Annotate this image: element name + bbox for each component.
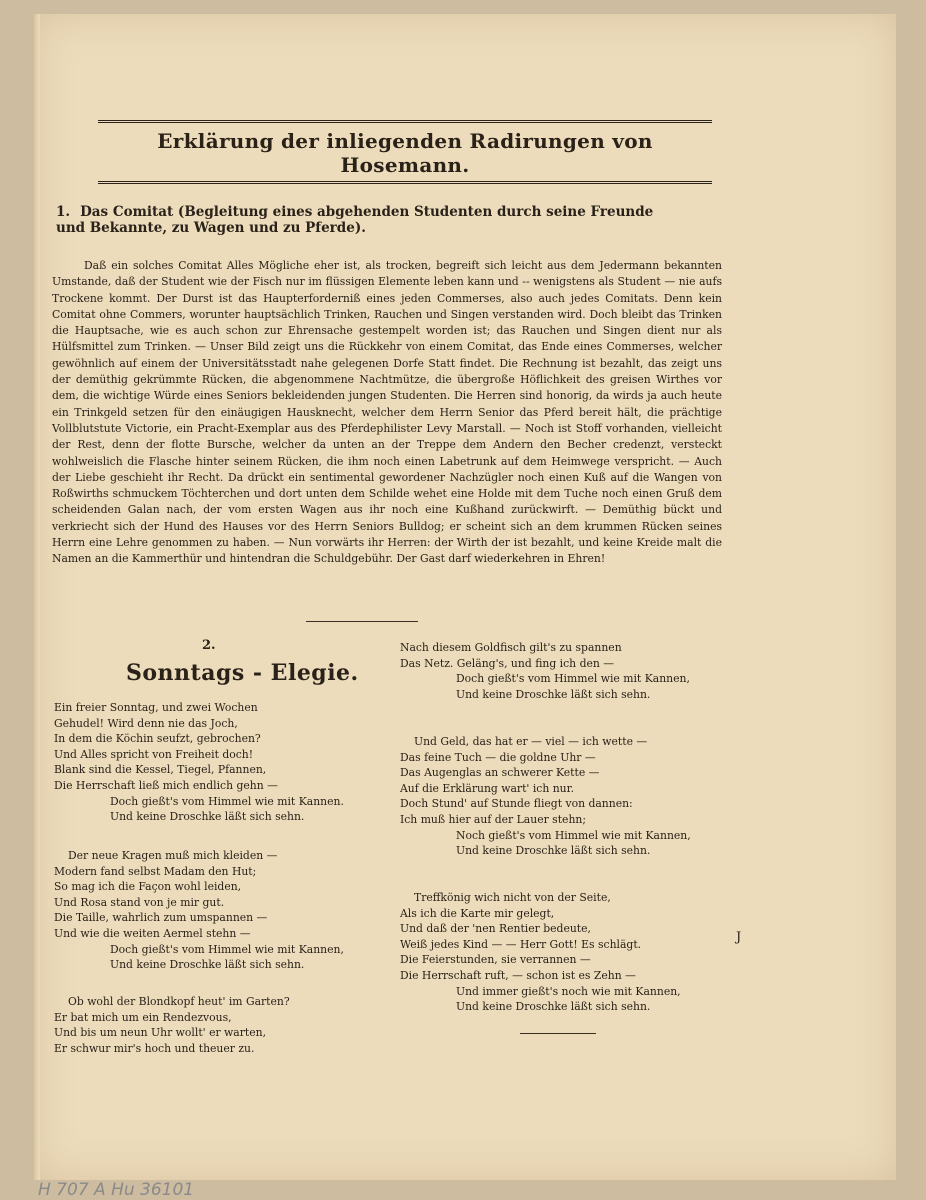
poem-refrain-line: Und immer gießt's noch wie mit Kannen, bbox=[456, 984, 681, 998]
poem-line: Er schwur mir's hoch und theuer zu. bbox=[54, 1041, 255, 1055]
poem-line: Und Alles spricht von Freiheit doch! bbox=[54, 747, 254, 761]
poem-line: Ein freier Sonntag, und zwei Wochen bbox=[54, 701, 258, 714]
poem-line: Und daß der 'nen Rentier bedeute, bbox=[400, 922, 591, 936]
section1-heading-line1: Das Comitat (Begleitung eines abgehenden Studenten durch seine Freunde bbox=[80, 204, 654, 220]
section1-number: 1. bbox=[56, 204, 71, 220]
poem-end-divider bbox=[520, 1033, 596, 1034]
poem-refrain-line: Und keine Droschke läßt sich sehn. bbox=[456, 1000, 651, 1014]
poem-line: Modern fand selbst Madam den Hut; bbox=[54, 864, 257, 878]
poem-line: Ob wohl der Blondkopf heut' im Garten? bbox=[68, 995, 290, 1008]
paper-sheet bbox=[34, 14, 896, 1180]
poem-stanza-left-2 bbox=[54, 848, 344, 973]
section1-body bbox=[52, 258, 722, 568]
poem-line: Das Netz. Geläng's, und fing ich den — bbox=[400, 656, 615, 670]
poem-line: Die Feierstunden, sie verrannen — bbox=[400, 953, 591, 967]
poem-line: Der neue Kragen muß mich kleiden — bbox=[68, 849, 278, 862]
poem-line: Die Taille, wahrlich zum umspannen — bbox=[54, 911, 268, 925]
poem-line: Weiß jedes Kind — — Herr Gott! Es schlägt. bbox=[400, 937, 642, 951]
poem-line: Die Herrschaft ließ mich endlich gehn — bbox=[54, 778, 278, 792]
poem-stanza-right-1 bbox=[400, 640, 690, 702]
poem-line: Gehudel! Wird denn nie das Joch, bbox=[54, 716, 238, 730]
document-title-box bbox=[98, 120, 712, 184]
poem-line: Das Augenglas an schwerer Kette — bbox=[400, 766, 600, 780]
poem-line: So mag ich die Façon wohl leiden, bbox=[54, 880, 242, 894]
poem-line: Und bis um neun Uhr wollt' er warten, bbox=[54, 1026, 267, 1040]
poem-refrain-line: Und keine Droschke läßt sich sehn. bbox=[110, 810, 305, 824]
poem-line: Auf die Erklärung wart' ich nur. bbox=[400, 781, 575, 795]
poem-line: Und Geld, das hat er — viel — ich wette — bbox=[414, 735, 648, 748]
poem-line: Ich muß hier auf der Lauer stehn; bbox=[400, 812, 586, 826]
poem-refrain-line: Doch gießt's vom Himmel wie mit Kannen. bbox=[110, 794, 344, 808]
poem-number: 2. bbox=[202, 638, 216, 653]
poem-refrain-line: Noch gießt's vom Himmel wie mit Kannen, bbox=[456, 828, 691, 842]
poem-stanza-right-2 bbox=[400, 734, 691, 859]
poem-line: Doch Stund' auf Stunde fliegt von dannen: bbox=[400, 797, 633, 811]
section1-paragraph: Daß ein solches Comitat Alles Mögliche eher ist, als trocken, begreift sich leicht aus dem Jedermann bekannten Umstande, daß der Student wie der Fisch nur im flüssigen Elemente leben kann und -- wenigstens als Student — nie aufs Trockene kommt. Der Durst ist das Haupterforderniß eines jeden Commerses, also auch jedes Comitats. Denn kein Comitat ohne Commers, worunter hauptsächlich Trinken, Rauchen und Singen verstanden wird. Doch bleibt das Trinken die Hauptsache, wie es auch schon zur Ehrensache gestempelt worden ist; das Rauchen und Singen dient nur als Hülfsmittel zum Trinken. — Unser Bild zeigt uns die Rückkehr von einem Comitat, das Ende eines Commerses, welcher gewöhnlich auf einem der Universitätsstadt nahe gelegenen Dorfe Statt findet. Die Rechnung ist bezahlt, das zeigt uns der demüthig gekrümmte Rücken, die abgenommene Nachtmütze, die übergroße Höflichkeit des greisen Wirthes vor dem, die wichtige Würde eines Seniors bekleidenden jungen Studenten. Die Herren sind honorig, da wirds ja auch heute ein Trinkgeld setzen für den einäugigen Hausknecht, welcher dem Herrn Senior das Pferd bereit hält, die prächtige Vollblutstute Victorie, ein Pracht-Exemplar aus des Pferdephilister Levy Marstall. — Noch ist Stoff vorhanden, vielleicht der Rest, denn der flotte Bursche, welcher da unten an der Treppe dem Andern den Becher credenzt, versteckt wohlweislich die Flasche hinter seinem Rücken, die ihm noch einen Labetrunk auf dem Heimwege verspricht. — Auch der Liebe geschieht ihr Recht. Da drückt ein sentimental gewordener Nachzügler noch einen Kuß auf die Wangen von Roßwirths schmuckem Töchterchen und dort unten dem Schilde wehet eine Holde mit dem Tuche noch einen Gruß dem scheidenden Galan nach, der vom ersten Wagen aus ihr noch eine Kußhand zurückwirft. — Demüthig bückt und verkriecht sich der Hund des Hauses vor des Herrn Seniors Bulldog; er scheint sich an dem krummen Rücken seines Herrn eine Lehre genommen zu haben. — Nun vorwärts ihr Herren: der Wirth der ist bezahlt, und keine Kreide malt die Namen an die Kammerthür und hintendran die Schuldgebühr. Der Gast darf wiederkehren in Ehren! bbox=[52, 259, 722, 566]
poem-line: Als ich die Karte mir gelegt, bbox=[400, 906, 555, 920]
section1-heading bbox=[56, 204, 756, 236]
poem-title: Sonntags - Elegie. bbox=[126, 660, 359, 686]
margin-mark: J bbox=[736, 930, 742, 945]
poem-line: Treffkönig wich nicht von der Seite, bbox=[414, 891, 611, 904]
poem-refrain-line: Und keine Droschke läßt sich sehn. bbox=[456, 687, 651, 701]
handwritten-catalog-note: H 707 A Hu 36101 bbox=[38, 1180, 195, 1200]
poem-line: Und Rosa stand von je mir gut. bbox=[54, 895, 225, 909]
poem-refrain-line: Doch gießt's vom Himmel wie mit Kannen, bbox=[456, 672, 690, 686]
poem-line: Blank sind die Kessel, Tiegel, Pfannen, bbox=[54, 763, 267, 777]
poem-refrain-line: Und keine Droschke läßt sich sehn. bbox=[110, 958, 305, 972]
section-divider bbox=[306, 621, 418, 622]
poem-stanza-left-3 bbox=[54, 994, 290, 1056]
section1-heading-line2: und Bekannte, zu Wagen und zu Pferde). bbox=[56, 220, 366, 236]
poem-refrain-line: Doch gießt's vom Himmel wie mit Kannen, bbox=[110, 942, 344, 956]
poem-refrain-line: Und keine Droschke läßt sich sehn. bbox=[456, 844, 651, 858]
poem-stanza-left-1 bbox=[54, 700, 344, 825]
poem-line: Nach diesem Goldfisch gilt's zu spannen bbox=[400, 641, 622, 654]
poem-line: Das feine Tuch — die goldne Uhr — bbox=[400, 750, 596, 764]
poem-line: Die Herrschaft ruft, — schon ist es Zehn — bbox=[400, 968, 636, 982]
paper-fold bbox=[34, 14, 40, 1180]
poem-stanza-right-3 bbox=[400, 890, 681, 1015]
poem-line: In dem die Köchin seufzt, gebrochen? bbox=[54, 732, 261, 746]
poem-line: Und wie die weiten Aermel stehn — bbox=[54, 926, 251, 940]
poem-line: Er bat mich um ein Rendezvous, bbox=[54, 1010, 232, 1024]
document-title: Erklärung der inliegenden Radirungen von Hosemann. bbox=[157, 129, 653, 177]
